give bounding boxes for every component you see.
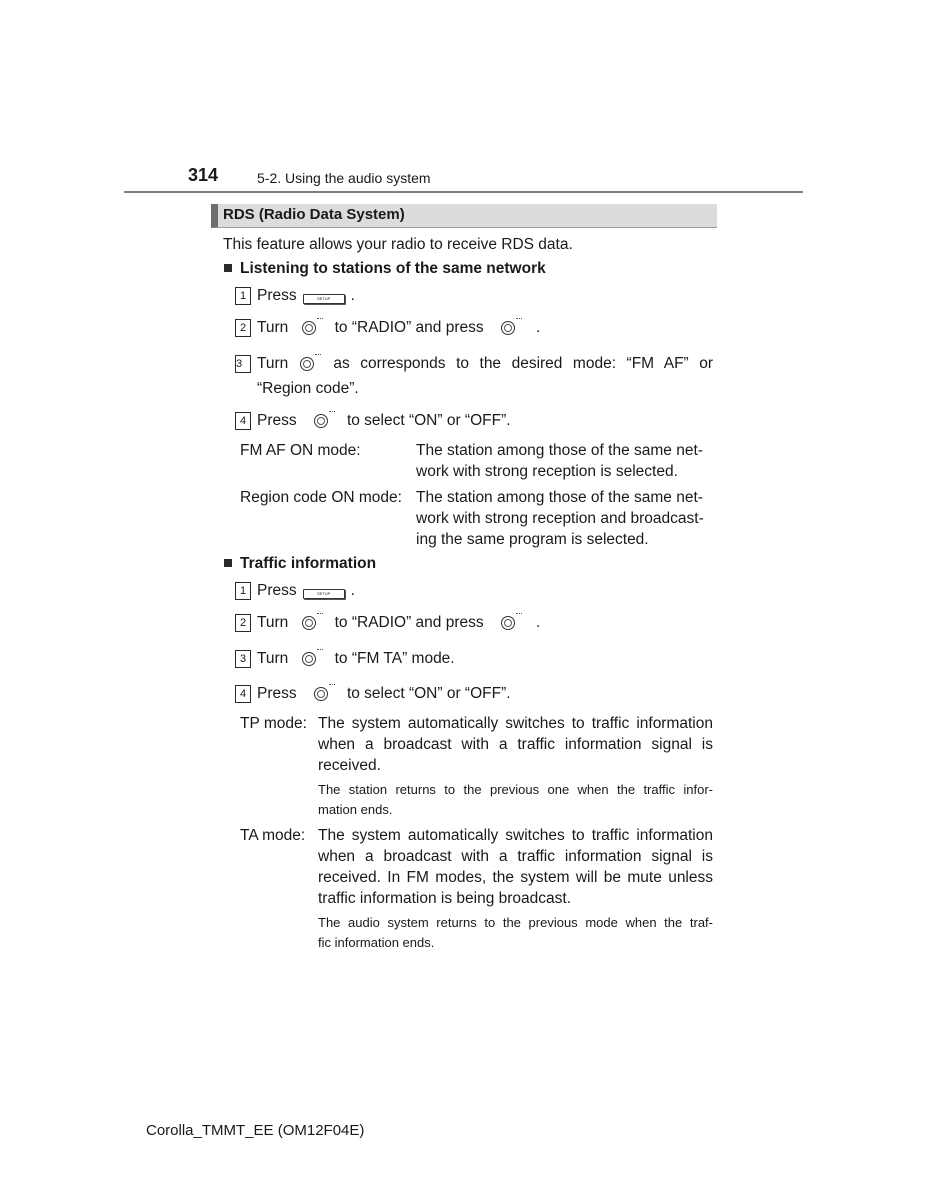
subsection-heading-text: Traffic information — [240, 555, 377, 572]
step-text: . — [350, 287, 355, 304]
definition-body — [318, 825, 713, 953]
traffic-step-2 — [235, 612, 540, 633]
note-line: The audio system returns to the previous mode when the traf- — [318, 915, 713, 930]
step-number: 1 — [235, 582, 251, 600]
definition-note — [318, 780, 713, 820]
step-text: Press — [257, 412, 297, 429]
subsection-heading-text: Listening to stations of the same network — [240, 260, 546, 277]
step-text: Turn — [257, 355, 289, 372]
network-step-4 — [235, 410, 511, 431]
definition-line: received. In FM modes, the system will be mute unless — [318, 869, 713, 886]
setup-button-icon: SETUP — [303, 294, 345, 304]
definition-line: received. — [318, 757, 381, 774]
network-step-3 — [235, 353, 713, 399]
step-text: to select “ON” or “OFF”. — [346, 685, 511, 702]
step-text: Turn — [257, 650, 289, 667]
square-bullet-icon — [224, 264, 232, 272]
subsection-heading-traffic — [224, 555, 376, 573]
page-number: 314 — [188, 165, 219, 185]
definition-line: work with strong reception is selected. — [416, 463, 678, 480]
definition-body — [416, 487, 713, 550]
definition-term: TP mode: — [240, 715, 307, 732]
definition-line: The station among those of the same net- — [416, 489, 703, 506]
tune-select-knob-icon — [500, 318, 524, 338]
step-text: Press — [257, 287, 297, 304]
definition-body — [318, 713, 713, 820]
step-text: Press — [257, 582, 297, 599]
definition-line: when a broadcast with a traffic information signal is — [318, 848, 713, 865]
network-step-2 — [235, 317, 540, 338]
step-number: 3 — [235, 355, 251, 373]
definition-note — [318, 913, 713, 953]
step-number: 4 — [235, 412, 251, 430]
step-number: 2 — [235, 319, 251, 337]
traffic-step-3 — [235, 648, 455, 669]
step-text: . — [535, 614, 541, 631]
step-text-continued: “Region code”. — [257, 380, 359, 397]
note-line: mation ends. — [318, 802, 393, 817]
setup-button-icon: SETUP — [303, 589, 345, 599]
tune-select-knob-icon — [313, 411, 337, 431]
tune-select-knob-icon — [500, 613, 524, 633]
step-text: Turn — [257, 614, 289, 631]
tune-select-knob-icon — [299, 354, 323, 374]
definition-line: traffic information is being broadcast. — [318, 890, 572, 907]
note-line: fic information ends. — [318, 935, 435, 950]
definition-line: work with strong reception and broadcast- — [416, 510, 704, 527]
step-text: as corresponds to the desired mode: “FM AF” or — [333, 355, 714, 372]
step-text: Turn — [257, 319, 289, 336]
definition-line: when a broadcast with a traffic information signal is — [318, 736, 713, 753]
definition-line: The system automatically switches to traffic information — [318, 827, 713, 844]
traffic-step-1 — [235, 580, 355, 601]
tune-select-knob-icon — [301, 318, 325, 338]
step-text: to “FM TA” mode. — [334, 650, 455, 667]
section-path: 5-2. Using the audio system — [257, 170, 431, 186]
definition-line: The system automatically switches to traffic information — [318, 715, 713, 732]
step-text: . — [350, 582, 355, 599]
traffic-step-4 — [235, 683, 511, 704]
definition-term: TA mode: — [240, 827, 306, 844]
section-title: RDS (Radio Data System) — [223, 206, 405, 223]
square-bullet-icon — [224, 559, 232, 567]
definition-term: FM AF ON mode: — [240, 442, 361, 459]
tune-select-knob-icon — [301, 649, 325, 669]
step-number: 4 — [235, 685, 251, 703]
intro-text: This feature allows your radio to receive RDS data. — [223, 236, 573, 253]
step-text: Press — [257, 685, 297, 702]
definition-line: The station among those of the same net- — [416, 442, 703, 459]
tune-select-knob-icon — [313, 684, 337, 704]
definition-term: Region code ON mode: — [240, 489, 402, 506]
step-number: 3 — [235, 650, 251, 668]
step-text: to “RADIO” and press — [334, 319, 484, 336]
step-text: to select “ON” or “OFF”. — [346, 412, 511, 429]
step-number: 2 — [235, 614, 251, 632]
header-rule — [124, 191, 803, 193]
document-id-footer: Corolla_TMMT_EE (OM12F04E) — [146, 1122, 365, 1139]
section-title-bar — [211, 204, 717, 228]
step-number: 1 — [235, 287, 251, 305]
definition-body — [416, 440, 713, 482]
note-line: The station returns to the previous one when the traffic infor- — [318, 782, 713, 797]
definition-line: ing the same program is selected. — [416, 531, 649, 548]
step-text: . — [535, 319, 541, 336]
subsection-heading-network — [224, 260, 546, 278]
step-text: to “RADIO” and press — [334, 614, 484, 631]
network-step-1 — [235, 285, 355, 306]
tune-select-knob-icon — [301, 613, 325, 633]
